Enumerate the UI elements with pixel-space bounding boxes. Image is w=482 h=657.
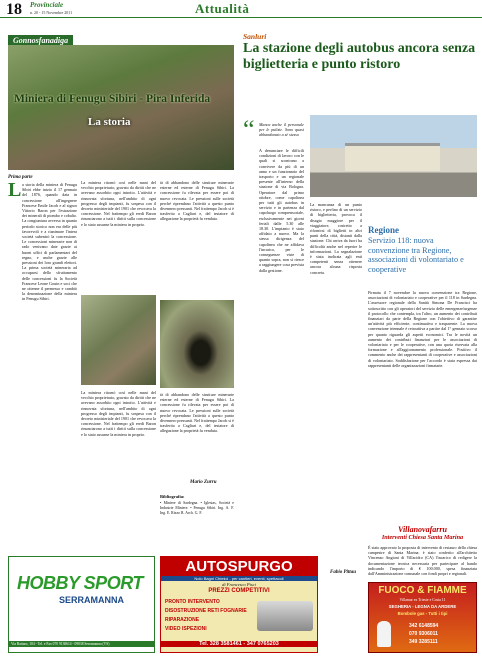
ad-fuoco-fiamme	[368, 582, 477, 653]
left-author: Mario Zurru	[190, 480, 217, 485]
sanluri-col-2-visible: La mancanza di un punto ristoro, e perfino di un servizio di biglietteria, provoca il disagio maggiore per il viaggiatore, costretto a rifornirsi di biglietti in altri punti della città, distanti dalla stazione. Chi arriva da fuori ha difficoltà anche nel reperire le informazioni. La segnalazione è stata inoltrata agli enti competenti senza ottenere ancora alcuna risposta concreta.	[310, 202, 362, 275]
header	[0, 0, 482, 18]
hobby-sport-address: Via Battaro, 104 - Tel. e Fax 070 9138614 - 09038 Serramanna (VS)	[9, 641, 154, 647]
hobby-sport-city: SERRAMANNA	[59, 595, 124, 605]
autospurgo-item-1: PRONTO INTERVENTO	[165, 599, 220, 605]
autospurgo-item-3: RIPARAZIONE	[165, 617, 200, 623]
fuoco-line3: Bombole gas - Tutti i tipi	[397, 611, 448, 616]
kicker-gonnosfanadiga: Gonnosfanadiga	[8, 35, 73, 46]
mine-title: Miniera di Fenugu Sibiri - Pira Inferida	[14, 93, 211, 105]
ad-hobby-sport	[8, 556, 155, 653]
kicker-regione: Regione	[368, 225, 399, 235]
tunnel-photo	[160, 300, 234, 388]
gas-cylinder-icon	[377, 621, 391, 647]
villanova-title: Interventi Chiesa Santa Marina	[381, 534, 464, 541]
ad-autospurgo	[160, 556, 318, 653]
fuoco-line1: Villamar ex Trieste e Costa 11	[399, 598, 446, 602]
left-col-3: tà di abbandono delle strutture minerarie esterne ed esterne di Fenugu Sibiri. La concessione fu rilevata per essere poi di nuovo revocata. Le pressioni sulle società perché riprendano l'attività a questo punto divennero pressanti. Nel frattempo Jacob si è trasferito a Cagliari e, del testatore di allegazione la proprietà fu venduta.	[160, 180, 234, 222]
left-col-3b: tà di abbandono delle strutture minerarie esterne ed esterne di Fenugu Sibiri. La concessione fu rilevata per essere poi di nuovo revocata. Le pressioni sulle società perché riprendano l'attività a questo punto divennero pressanti. Nel frattempo Jacob si è trasferito a Cagliari e, del testatore di allegazione la proprietà fu venduta.	[160, 392, 234, 434]
kicker-villanova: Villanovafarru	[398, 525, 447, 534]
autospurgo-logo: AUTOSPURGO	[161, 557, 317, 576]
hobby-sport-logo: HOBBY SPORT	[17, 573, 143, 593]
drop-cap: L	[8, 179, 22, 201]
truck-image	[257, 601, 313, 631]
station-building	[345, 143, 440, 171]
prima-parte: Prima parte	[8, 175, 33, 180]
bibliografia-title: Bibliografia:	[160, 494, 185, 499]
kicker-sanluri: Sanluri	[243, 32, 267, 41]
section-title: Attualità	[195, 1, 250, 16]
autospurgo-item-4: VIDEO ISPEZIONI	[165, 626, 207, 632]
fuoco-line2: SEGHERIA - LEGNA DA ARDERE	[388, 604, 457, 609]
autospurgo-line1: Nolo Bagni Chimici - per cantieri, eventi, spettacoli	[161, 576, 317, 581]
sanluri-quote: Manca anche il personale per le pulizie. Sono quasi abbandonato a sé stesso	[259, 122, 304, 138]
autospurgo-item-2: DISOSTRUZIONE RETI FOGNARIE	[165, 608, 247, 614]
issue-date: n. 20 - 15 Novembre 2011	[30, 10, 73, 15]
regione-body: Firmata il 7 novembre la nuova convenzione tra Regione, associazioni di volontariato e cooperative per il 118 in Sardegna. L'assessore regionale della Sanità Simona De Francisci ha sottoscritto con gli operatori del servizio delle emergenze/urgenze il protocollo che contempla, tra l'altro, un aumento dei contributi finanziari da parte della Regione con l'obiettivo di garantire un'attività più efficiente, continuativa e trasparente. La nuova convenzione triennale è retroattiva a partire dal 1° gennaio scorso per quanto riguarda gli aspetti economici. Tra le novità un aumento dei contributi finanziari per le associazioni di volontariato e per le cooperative, con una quota riservata alla formazione e all'aggiornamento professionale. Positivo il commento anche dei rappresentanti di cooperative e associazioni di volontariato. Soddisfazione per l'accordo è stata espressa dai rappresentanti delle organizzazioni firmatarie.	[368, 290, 477, 368]
left-col-1: a storia della miniera di Fenugu Sibiri ebbe inizio il 17 gennaio del 1876, quando data in concessione all'ingegnere Francese Emile Jacob e al signor Vittorio Baron per l'estrazione dei minerali di piombo e cobalto. La congiuntura avversa in quanto periodo storico non era delle più favorevoli e a rianimare l'intera società subentrò la concessione. Le concessioni minerarie non di rado venivano date grazie ai buoni uffici di parlamentari del regno, e anche grazie alle pressioni dei loro grandi elettori. La prima società mineraria ad occuparsi dello sfruttamento delle concessioni fu la Società Francese Leone Gouin e soci che ne ottenne il permesso e cambiò la denominazione della miniera in Fenugu Sibiri.	[22, 182, 77, 302]
bus-station-photo	[310, 115, 477, 197]
autospurgo-phone: Tel. 328 3581461 - 347 0765203	[161, 641, 317, 647]
autospurgo-line2: di Francesco Pisci	[222, 582, 256, 587]
villanova-body: È stato approvato la proposta di intervento di restauro della chiesa campestre di Santa Marina; è stato conferito all'architetto Vincenzo Angioni di Villacidro (CA) l'incarico di redigere la documentazione tecnica necessaria per partecipare al bando indicando l'importo di € 100.000, spesa finanziata dall'Amministrazione comunale con fondi propri e regionali.	[368, 545, 477, 577]
fuoco-logo: FUOCO & FIAMME	[378, 585, 467, 596]
sanluri-author: Fabio Pittau	[330, 570, 356, 575]
left-col-2b: La miniera ritornò così nelle mani del vecchio proprietario, gravato da diritti che ne avevano assorbito ogni introito. L'attività e rinnovata sfortuna, nell'ambito di ogni progresso degli impianti, fu sospesa con il decreto ministeriale del 1901 che revocava la concessione. Nel frattempo gli eredi Baron rinunciarono a tutti i diritti sulla concessione e lo stato assunse la miniera in proprio.	[81, 390, 156, 437]
mine-photo	[8, 45, 234, 170]
autospurgo-line3: PREZZI COMPETITIVI	[208, 588, 270, 594]
ruins-photo	[81, 295, 156, 385]
mine-subtitle: La storia	[88, 116, 131, 128]
fuoco-phone: 342 6148594	[409, 623, 439, 629]
fuoco-cell: 349 3285111	[409, 639, 438, 645]
sanluri-col-1: A denunciare le difficili condizioni di lavoro con le quali si scontrano a convivere da più di un anno e un funzionario del trasporto e un regionale presente all'interno della stazione di via Bologna. Operatore dal primo ottobre, come capolinea per tutti gli autobus in servizio e in partenza dal capoluogo comprensoriale, esclusivamente nei giorni feriali dalle 5.30 alle 18.30. L'impianto è stato affidato a nuovo. Ma la stessa dirigenza del capolinea che ne affidava l'incarico, per le conseguenze viste di quanto sopra, non si riesce a raggiungere cosa prevista dalla gestione.	[259, 148, 304, 273]
regione-title: Servizio 118: nuova convenzione tra Regione, associazioni di volontariato e cooperative	[368, 236, 464, 274]
masthead: Provinciale	[30, 1, 64, 9]
sanluri-title: La stazione degli autobus ancora senza biglietteria e punto ristoro	[243, 41, 476, 72]
fuoco-tel2: 070 9306011	[409, 631, 438, 637]
bibliografia: • Miniere di Sardegna. • Iglesias, Società e Industrie Miniere. • Fenugu Sibiri. Ing. A. F. Ing. E. Rizzo R. Arch. G. F.	[160, 501, 234, 516]
left-col-2: La miniera ritornò così nelle mani del vecchio proprietario, gravato da diritti che ne avevano assorbito ogni introito. L'attività e rinnovata sfortuna, nell'ambito di ogni progresso degli impianti, fu sospesa con il decreto ministeriale del 1901 che revocava la concessione. Nel frattempo gli eredi Baron rinunciarono a tutti i diritti sulla concessione e lo stato assunse la miniera in proprio.	[81, 180, 156, 227]
quote-mark: “	[243, 115, 255, 144]
page-number: 18	[6, 1, 22, 18]
